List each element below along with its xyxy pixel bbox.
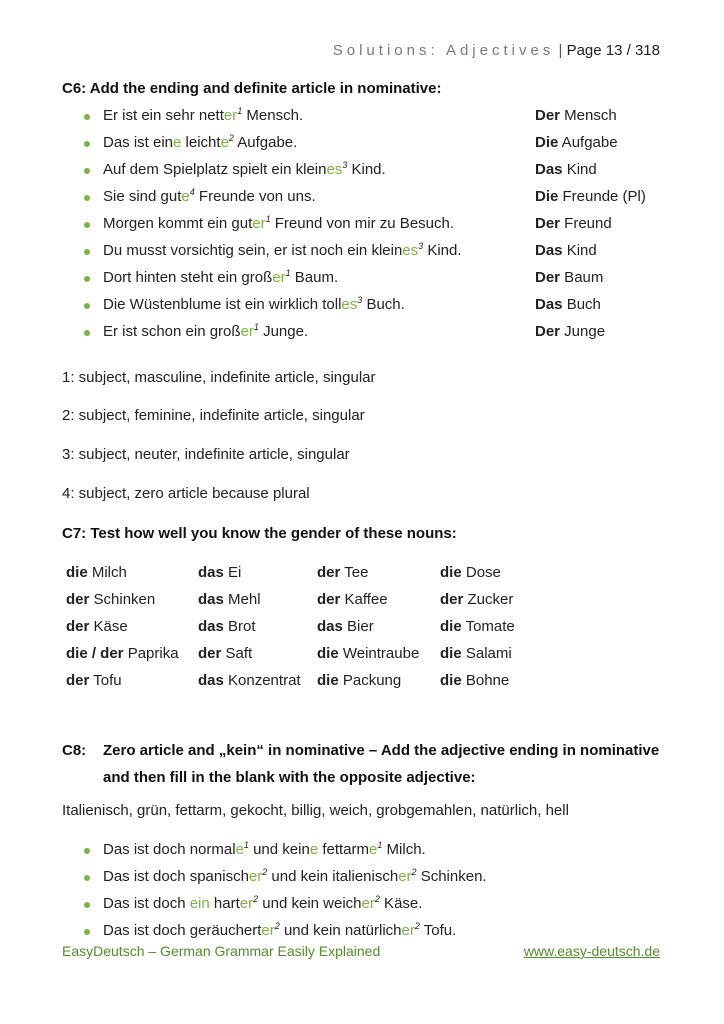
footnote-4: 4: subject, zero article because plural bbox=[62, 485, 310, 502]
bullet-icon bbox=[84, 195, 90, 201]
list-item bbox=[0, 239, 724, 263]
footer-title: EasyDeutsch – German Grammar Easily Explained bbox=[62, 943, 381, 959]
list-item bbox=[0, 266, 724, 290]
noun-cell: der Kaffee bbox=[317, 591, 388, 608]
noun-cell: das Ei bbox=[198, 564, 242, 581]
bullet-icon bbox=[84, 875, 90, 881]
answer: Die Aufgabe bbox=[535, 134, 618, 151]
list-item bbox=[0, 212, 724, 236]
sentence: Er ist ein sehr netter$^1$ Mensch. bbox=[103, 106, 304, 124]
bullet-icon bbox=[84, 249, 90, 255]
list-item bbox=[0, 919, 724, 943]
c8-heading-line1: Zero article and „kein“ in nominative – Add the adjective ending in nominative bbox=[103, 742, 660, 759]
answer: Der Junge bbox=[535, 323, 606, 340]
bullet-icon bbox=[84, 276, 90, 282]
sentence: Du musst vorsichtig sein, er ist noch ein kleines$^3$ Kind. bbox=[103, 241, 462, 259]
noun-cell: die Bohne bbox=[440, 672, 510, 689]
header-separator: | bbox=[558, 42, 563, 59]
list-item bbox=[0, 293, 724, 317]
list-item bbox=[0, 185, 724, 209]
sentence: Das ist doch ein harter$^2$ und kein weicher$^2$ Käse. bbox=[103, 894, 423, 912]
page-header bbox=[333, 42, 660, 59]
list-item bbox=[0, 320, 724, 344]
noun-cell: der Schinken bbox=[66, 591, 156, 608]
answer: Die Freunde (Pl) bbox=[535, 188, 646, 205]
noun-cell: die Salami bbox=[440, 645, 512, 662]
answer: Der Baum bbox=[535, 269, 604, 286]
sentence: Auf dem Spielplatz spielt ein kleines$^3$ Kind. bbox=[103, 160, 386, 178]
sentence: Morgen kommt ein guter$^1$ Freund von mir zu Besuch. bbox=[103, 214, 455, 232]
c7-heading: C7: Test how well you know the gender of these nouns: bbox=[62, 525, 457, 542]
noun-cell: die Weintraube bbox=[317, 645, 420, 662]
answer: Das Kind bbox=[535, 161, 597, 178]
noun-cell: der Tofu bbox=[66, 672, 122, 689]
bullet-icon bbox=[84, 848, 90, 854]
answer: Der Freund bbox=[535, 215, 612, 232]
footer-link[interactable]: www.easy-deutsch.de bbox=[523, 943, 660, 959]
bullet-icon bbox=[84, 141, 90, 147]
sentence: Das ist doch normale$^1$ und keine fettarme$^1$ Milch. bbox=[103, 840, 426, 858]
list-item bbox=[0, 158, 724, 182]
list-item bbox=[0, 892, 724, 916]
answer: Der Mensch bbox=[535, 107, 617, 124]
sentence: Die Wüstenblume ist ein wirklich tolles$^3$ Buch. bbox=[103, 295, 405, 313]
list-item bbox=[0, 838, 724, 862]
noun-cell: die / der Paprika bbox=[66, 645, 179, 662]
noun-cell: die Packung bbox=[317, 672, 402, 689]
noun-cell: die Milch bbox=[66, 564, 127, 581]
noun-cell: der Tee bbox=[317, 564, 369, 581]
sentence: Das ist eine leichte$^2$ Aufgabe. bbox=[103, 133, 298, 151]
section-title: Solutions: Adjectives bbox=[332, 42, 555, 59]
bullet-icon bbox=[84, 902, 90, 908]
c8-heading-line2: and then fill in the blank with the opposite adjective: bbox=[103, 769, 476, 786]
sentence: Er ist schon ein großer$^1$ Junge. bbox=[103, 322, 309, 340]
list-item bbox=[0, 104, 724, 128]
bullet-icon bbox=[84, 114, 90, 120]
noun-cell: der Käse bbox=[66, 618, 128, 635]
sentence: Das ist doch spanischer$^2$ und kein italienischer$^2$ Schinken. bbox=[103, 867, 487, 885]
sentence: Dort hinten steht ein großer$^1$ Baum. bbox=[103, 268, 339, 286]
noun-cell: das Brot bbox=[198, 618, 256, 635]
noun-cell: die Dose bbox=[440, 564, 501, 581]
answer: Das Buch bbox=[535, 296, 601, 313]
bullet-icon bbox=[84, 330, 90, 336]
list-item bbox=[0, 131, 724, 155]
bullet-icon bbox=[84, 222, 90, 228]
page-number: Page 13 / 318 bbox=[566, 42, 660, 59]
bullet-icon bbox=[84, 929, 90, 935]
list-item bbox=[0, 865, 724, 889]
sentence: Sie sind gute$^4$ Freunde von uns. bbox=[103, 187, 316, 205]
c8-word-list: Italienisch, grün, fettarm, gekocht, billig, weich, grobgemahlen, natürlich, hell bbox=[62, 802, 569, 819]
bullet-icon bbox=[84, 303, 90, 309]
footnote-1: 1: subject, masculine, indefinite article, singular bbox=[62, 369, 376, 386]
noun-cell: das Mehl bbox=[198, 591, 261, 608]
bullet-icon bbox=[84, 168, 90, 174]
noun-cell: das Konzentrat bbox=[198, 672, 301, 689]
answer: Das Kind bbox=[535, 242, 597, 259]
footnote-3: 3: subject, neuter, indefinite article, singular bbox=[62, 446, 350, 463]
footnote-2: 2: subject, feminine, indefinite article, singular bbox=[62, 407, 365, 424]
c8-label: C8: bbox=[62, 742, 87, 759]
noun-cell: die Tomate bbox=[440, 618, 515, 635]
c6-heading: C6: Add the ending and definite article in nominative: bbox=[62, 80, 442, 97]
sentence: Das ist doch geräucherter$^2$ und kein natürlicher$^2$ Tofu. bbox=[103, 921, 457, 939]
noun-cell: der Saft bbox=[198, 645, 253, 662]
noun-cell: das Bier bbox=[317, 618, 374, 635]
noun-cell: der Zucker bbox=[440, 591, 514, 608]
